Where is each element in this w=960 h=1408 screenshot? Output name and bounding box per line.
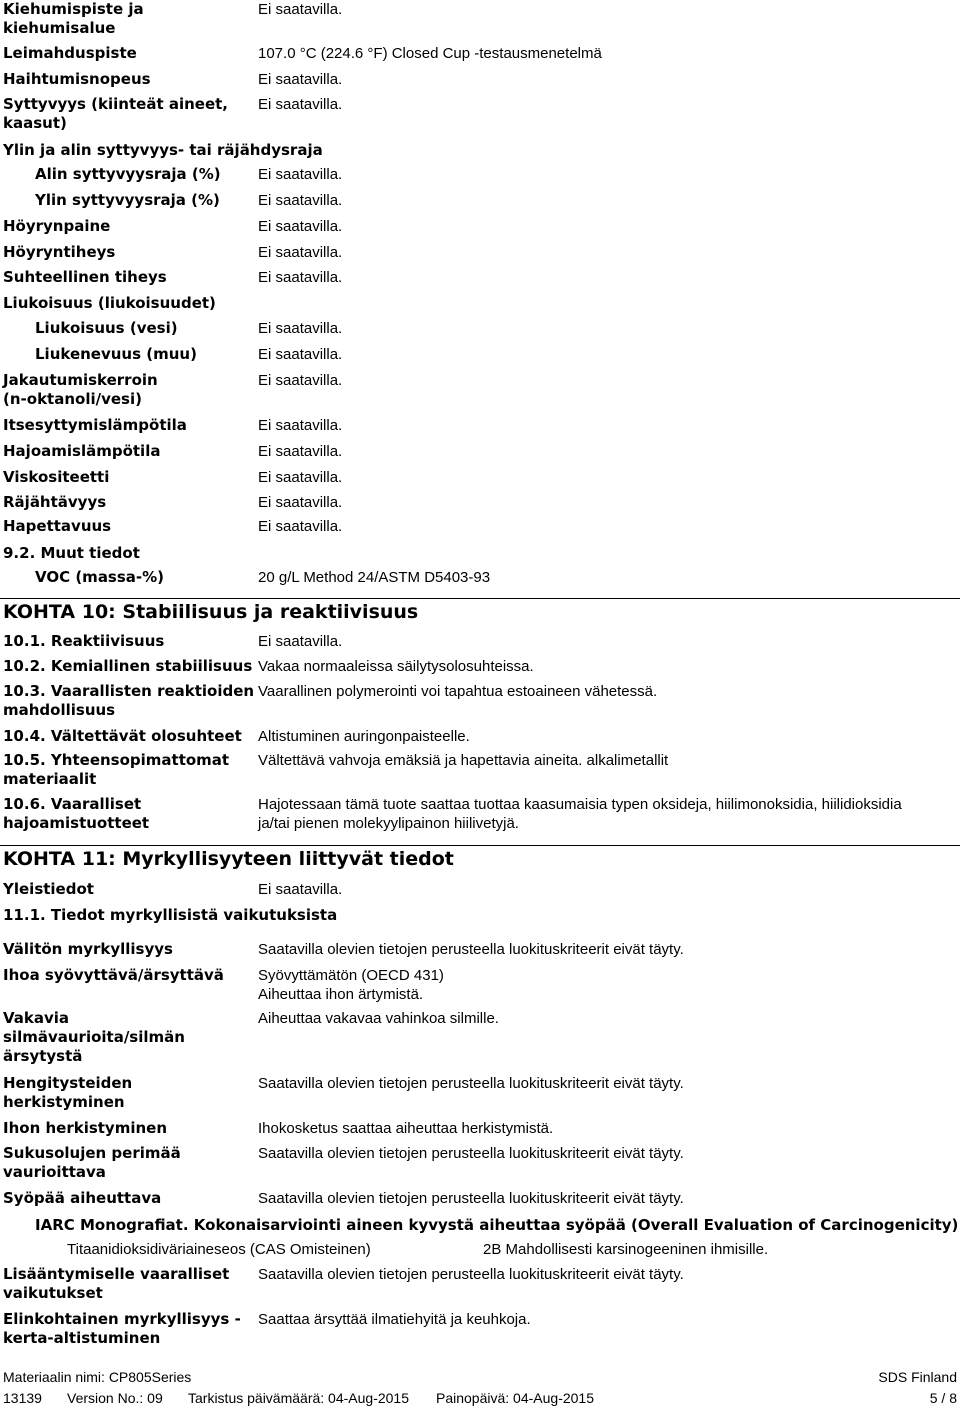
conditions-to-avoid-label: 10.4. Vältettävät olosuhteet xyxy=(3,727,242,745)
partition-coefficient-value: Ei saatavilla. xyxy=(258,372,343,389)
reactivity-value: Ei saatavilla. xyxy=(258,633,343,650)
reproductive-toxicity-value: Saatavilla olevien tietojen perusteella luokituskriteerit eivät täyty. xyxy=(258,1266,684,1283)
germ-cell-mutagenicity-label: Sukusolujen perimää vaurioittava xyxy=(3,1144,181,1181)
stot-single-label: Elinkohtainen myrkyllisyys - kerta-altistuminen xyxy=(3,1310,241,1347)
skin-sensitisation-value: Ihokosketus saattaa aiheuttaa herkistymistä. xyxy=(258,1120,554,1137)
evaporation-rate-label: Haihtumisnopeus xyxy=(3,70,151,88)
incompatible-materials-value: Vältettävä vahvoja emäksiä ja hapettavia aineita. alkalimetallit xyxy=(258,752,669,769)
iarc-heading: IARC Monografiat. Kokonaisarviointi aineen kyvystä aiheuttaa syöpää (Overall Evaluation of Carcinogenicity) xyxy=(35,1216,959,1234)
footer-document-id: 13139 xyxy=(3,1390,42,1406)
decomposition-temp-label: Hajoamislämpötila xyxy=(3,442,161,460)
stot-single-value: Saattaa ärsyttää ilmatiehyitä ja keuhkoja. xyxy=(258,1311,531,1328)
section-10-rule xyxy=(0,598,960,599)
hazardous-reactions-label: 10.3. Vaarallisten reaktioiden mahdollisuus xyxy=(3,682,255,719)
footer-version: Version No.: 09 xyxy=(67,1390,163,1406)
incompatible-materials-label: 10.5. Yhteensopimattomat materiaalit xyxy=(3,751,230,788)
solubility-water-label: Liukoisuus (vesi) xyxy=(35,319,178,337)
other-info-heading: 9.2. Muut tiedot xyxy=(3,544,140,562)
decomposition-products-label: 10.6. Vaaralliset hajoamistuotteet xyxy=(3,795,150,832)
general-info-value: Ei saatavilla. xyxy=(258,881,343,898)
footer-page-number: 5 / 8 xyxy=(929,1390,957,1406)
lower-limit-value: Ei saatavilla. xyxy=(258,166,343,183)
viscosity-value: Ei saatavilla. xyxy=(258,469,343,486)
respiratory-sensitisation-value: Saatavilla olevien tietojen perusteella luokituskriteerit eivät täyty. xyxy=(258,1075,684,1092)
vapor-pressure-value: Ei saatavilla. xyxy=(258,218,343,235)
iarc-substance: Titaanidioksidiväriaineseos (CAS Omisteinen) xyxy=(67,1241,371,1258)
explosive-properties-value: Ei saatavilla. xyxy=(258,494,343,511)
evaporation-rate-value: Ei saatavilla. xyxy=(258,71,343,88)
reactivity-label: 10.1. Reaktiivisuus xyxy=(3,632,165,650)
partition-coefficient-label: Jakautumiskerroin (n-oktanoli/vesi) xyxy=(3,371,158,408)
carcinogenicity-value: Saatavilla olevien tietojen perusteella luokituskriteerit eivät täyty. xyxy=(258,1190,684,1207)
footer-material-name: Materiaalin nimi: CP805Series xyxy=(3,1369,192,1385)
flammability-value: Ei saatavilla. xyxy=(258,96,343,113)
eye-damage-value: Aiheuttaa vakavaa vahinkoa silmille. xyxy=(258,1010,499,1027)
eye-damage-label: Vakavia silmävaurioita/silmän ärsytystä xyxy=(3,1009,185,1065)
skin-corrosion-value: Syövyttämätön (OECD 431) Aiheuttaa ihon ärtymistä. xyxy=(258,967,444,1003)
solubility-water-value: Ei saatavilla. xyxy=(258,320,343,337)
toxicological-effects-heading: 11.1. Tiedot myrkyllisistä vaikutuksista xyxy=(3,906,338,924)
chemical-stability-value: Vakaa normaaleissa säilytysolosuhteissa. xyxy=(258,658,534,675)
conditions-to-avoid-value: Altistuminen auringonpaisteelle. xyxy=(258,728,470,745)
general-info-label: Yleistiedot xyxy=(3,880,94,898)
chemical-stability-label: 10.2. Kemiallinen stabiilisuus xyxy=(3,657,253,675)
lower-limit-label: Alin syttyvyysraja (%) xyxy=(35,165,221,183)
footer-print-date: Painopäivä: 04-Aug-2015 xyxy=(436,1390,595,1406)
reproductive-toxicity-label: Lisääntymiselle vaaralliset vaikutukset xyxy=(3,1265,230,1302)
explosive-properties-label: Räjähtävyys xyxy=(3,493,107,511)
autoignition-value: Ei saatavilla. xyxy=(258,417,343,434)
section-11-title: KOHTA 11: Myrkyllisyyteen liittyvät tiedot xyxy=(3,848,454,870)
solubility-other-label: Liukenevuus (muu) xyxy=(35,345,197,363)
oxidizing-properties-label: Hapettavuus xyxy=(3,517,112,535)
relative-density-label: Suhteellinen tiheys xyxy=(3,268,167,286)
voc-label: VOC (massa-%) xyxy=(35,568,165,586)
hazardous-reactions-value: Vaarallinen polymerointi voi tapahtua estoaineen vähetessä. xyxy=(258,683,658,700)
skin-sensitisation-label: Ihon herkistyminen xyxy=(3,1119,168,1137)
oxidizing-properties-value: Ei saatavilla. xyxy=(258,518,343,535)
iarc-classification: 2B Mahdollisesti karsinogeeninen ihmisille. xyxy=(483,1241,769,1258)
relative-density-value: Ei saatavilla. xyxy=(258,269,343,286)
viscosity-label: Viskositeetti xyxy=(3,468,110,486)
boiling-point-value: Ei saatavilla. xyxy=(258,1,343,18)
vapor-pressure-label: Höyrynpaine xyxy=(3,217,111,235)
section-11-rule xyxy=(0,845,960,846)
germ-cell-mutagenicity-value: Saatavilla olevien tietojen perusteella luokituskriteerit eivät täyty. xyxy=(258,1145,684,1162)
explosive-limits-heading: Ylin ja alin syttyvyys- tai räjähdysraja xyxy=(3,141,323,159)
voc-value: 20 g/L Method 24/ASTM D5403-93 xyxy=(258,569,491,586)
acute-toxicity-value: Saatavilla olevien tietojen perusteella luokituskriteerit eivät täyty. xyxy=(258,941,684,958)
upper-limit-value: Ei saatavilla. xyxy=(258,192,343,209)
acute-toxicity-label: Välitön myrkyllisyys xyxy=(3,940,173,958)
vapor-density-value: Ei saatavilla. xyxy=(258,244,343,261)
decomposition-products-value: Hajotessaan tämä tuote saattaa tuottaa kaasumaisia typen oksideja, hiilimonoksidia, hiilidioksidia ja/tai pienen molekyylipainon hiilivetyjä. xyxy=(258,796,902,832)
upper-limit-label: Ylin syttyvyysraja (%) xyxy=(35,191,220,209)
solubility-other-value: Ei saatavilla. xyxy=(258,346,343,363)
footer-sds-country: SDS Finland xyxy=(878,1369,957,1385)
flash-point-label: Leimahduspiste xyxy=(3,44,137,62)
skin-corrosion-label: Ihoa syövyttävä/ärsyttävä xyxy=(3,966,224,984)
respiratory-sensitisation-label: Hengitysteiden herkistyminen xyxy=(3,1074,133,1111)
vapor-density-label: Höyryntiheys xyxy=(3,243,116,261)
flammability-label: Syttyvyys (kiinteät aineet, kaasut) xyxy=(3,95,228,132)
flash-point-value: 107.0 °C (224.6 °F) Closed Cup -testausmenetelmä xyxy=(258,45,602,62)
autoignition-label: Itsesyttymislämpötila xyxy=(3,416,187,434)
solubility-heading: Liukoisuus (liukoisuudet) xyxy=(3,294,216,312)
section-10-title: KOHTA 10: Stabiilisuus ja reaktiivisuus xyxy=(3,601,419,623)
carcinogenicity-label: Syöpää aiheuttava xyxy=(3,1189,162,1207)
boiling-point-label: Kiehumispiste ja kiehumisalue xyxy=(3,0,144,37)
footer-revision-date: Tarkistus päivämäärä: 04-Aug-2015 xyxy=(188,1390,410,1406)
decomposition-temp-value: Ei saatavilla. xyxy=(258,443,343,460)
